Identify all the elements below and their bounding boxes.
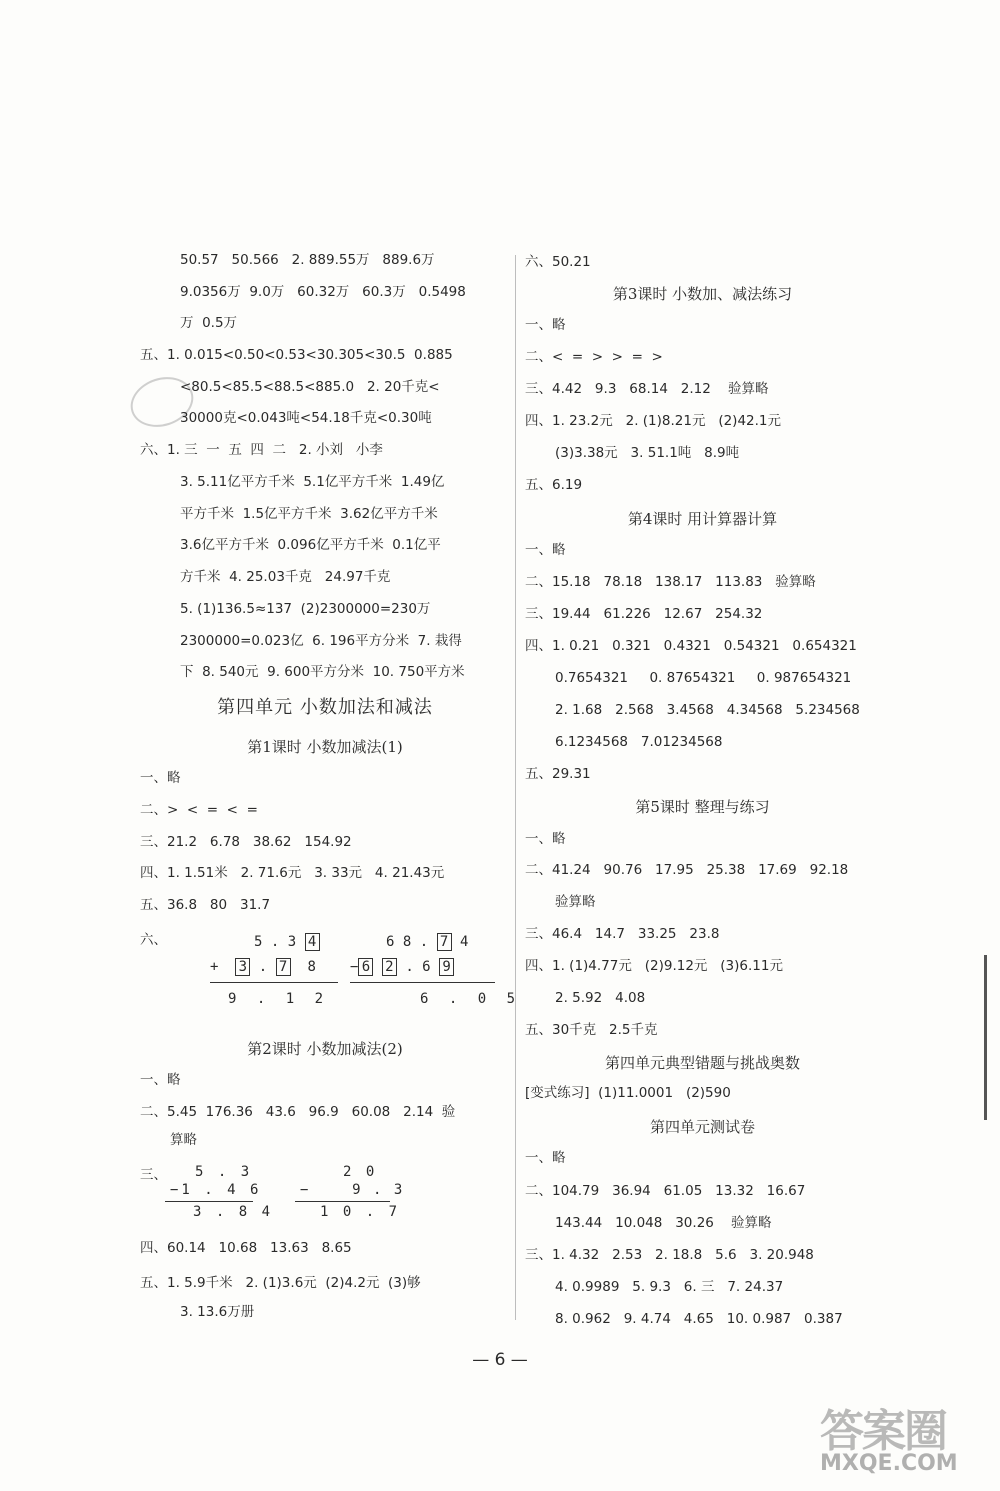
- answer-line: 六、: [140, 932, 167, 948]
- answer-box: 3: [235, 958, 250, 976]
- answer-line: 二、< = > > = >: [525, 349, 663, 365]
- answer-line: 2300000=0.023亿 6. 196平方分米 7. 栽得: [180, 633, 462, 649]
- answer-line: 万 0.5万: [180, 315, 238, 331]
- lesson-title: 第1课时 小数加减法(1): [247, 738, 403, 756]
- answer-line: 二、> < = < =: [140, 802, 258, 818]
- answer-line: <80.5<85.5<88.5<885.0 2. 20千克<: [180, 379, 440, 395]
- answer-line: 五、6.19: [525, 477, 583, 493]
- operand: . 6: [405, 959, 431, 975]
- answer-line: 一、略: [140, 770, 181, 786]
- answer-line: 三、46.4 14.7 33.25 23.8: [525, 926, 720, 942]
- operand: 4: [460, 934, 469, 950]
- answer-line: 五、29.31: [525, 766, 591, 782]
- decimal-point: .: [258, 959, 268, 975]
- answer-line: 四、1. (1)4.77元 (2)9.12元 (3)6.11元: [525, 958, 783, 974]
- section-title: 第四单元典型错题与挑战奥数: [604, 1054, 800, 1072]
- operand: 2 0: [343, 1164, 378, 1180]
- operand: 6 8 .: [386, 934, 429, 950]
- answer-line: 一、略: [140, 1072, 181, 1088]
- watermark-url: MXQE.COM: [820, 1451, 958, 1476]
- lesson-title: 第2课时 小数加减法(2): [247, 1040, 403, 1058]
- answer-line: 2. 1.68 2.568 3.4568 4.34568 5.234568: [555, 702, 860, 718]
- vertical-subtraction: [350, 932, 522, 1022]
- answer-line: 验算略: [555, 894, 596, 910]
- answer-line: 一、略: [525, 831, 566, 847]
- result: 1 0 . 7: [320, 1204, 401, 1220]
- answer-line: 3. 13.6万册: [180, 1304, 255, 1320]
- answer-line: 5. (1)136.5≈137 (2)2300000=230万: [180, 601, 431, 617]
- answer-line: [变式练习] (1)11.0001 (2)590: [525, 1085, 731, 1101]
- operand: −1 . 4 6: [170, 1182, 262, 1198]
- answer-line: 9.0356万 9.0万 60.32万 60.3万 0.5498: [180, 284, 466, 300]
- answer-line: 二、5.45 176.36 43.6 96.9 60.08 2.14 验: [140, 1104, 456, 1120]
- answer-line: 一、略: [525, 1150, 566, 1166]
- answer-line: 0.7654321 0. 87654321 0. 987654321: [555, 670, 852, 686]
- answer-line: 五、36.8 80 31.7: [140, 897, 271, 913]
- margin-mark: [984, 955, 987, 1120]
- answer-box: 9: [439, 958, 454, 976]
- answer-line: 方千米 4. 25.03千克 24.97千克: [180, 569, 391, 585]
- answer-line: 一、略: [525, 317, 566, 333]
- answer-line: 3. 5.11亿平方千米 5.1亿平方千米 1.49亿: [180, 474, 445, 490]
- sum-line: [210, 982, 338, 983]
- answer-line: 四、1. 23.2元 2. (1)8.21元 (2)42.1元: [525, 413, 782, 429]
- answer-line: 六、1. 三 一 五 四 二 2. 小刘 小李: [140, 442, 383, 458]
- section-title: 第四单元测试卷: [649, 1118, 755, 1136]
- answer-line: 二、104.79 36.94 61.05 13.32 16.67: [525, 1183, 806, 1199]
- answer-box: 7: [437, 933, 452, 951]
- answer-line: 算略: [170, 1132, 197, 1148]
- answer-line: 五、1. 5.9千米 2. (1)3.6元 (2)4.2元 (3)够: [140, 1275, 421, 1291]
- answer-line: 五、1. 0.015<0.50<0.53<30.305<30.5 0.885: [140, 347, 453, 363]
- answer-line: 下 8. 540元 9. 600平方分米 10. 750平方米: [180, 664, 465, 680]
- answer-line: 四、1. 0.21 0.321 0.4321 0.54321 0.654321: [525, 638, 857, 654]
- answer-line: 一、略: [525, 542, 566, 558]
- vertical-addition: [210, 932, 350, 1022]
- answer-line: 四、60.14 10.68 13.63 8.65: [140, 1240, 352, 1256]
- answer-line: 二、15.18 78.18 138.17 113.83 验算略: [525, 574, 816, 590]
- lesson-title: 第3课时 小数加、减法练习: [612, 285, 793, 303]
- answer-line: 五、30千克 2.5千克: [525, 1022, 658, 1038]
- answer-line: 30000克<0.043吨<54.18千克<0.30吨: [180, 410, 432, 426]
- answer-box: 4: [305, 933, 320, 951]
- answer-line: 三、4.42 9.3 68.14 2.12 验算略: [525, 381, 769, 397]
- watermark-logo: [820, 1395, 990, 1485]
- answer-line: (3)3.38元 3. 51.1吨 8.9吨: [555, 445, 740, 461]
- result: 6 . 0 5: [420, 991, 522, 1007]
- answer-line: 143.44 10.048 30.26 验算略: [555, 1215, 772, 1231]
- plus-sign: +: [210, 959, 219, 975]
- column-divider: [515, 255, 516, 1320]
- result: 3 . 8 4: [193, 1204, 274, 1220]
- answer-line: 三、21.2 6.78 38.62 154.92: [140, 834, 352, 850]
- answer-box: 2: [382, 958, 397, 976]
- page-number: — 6 —: [472, 1350, 528, 1370]
- answer-line: 三、1. 4.32 2.53 2. 18.8 5.6 3. 20.948: [525, 1247, 814, 1263]
- operand: 8: [307, 959, 316, 975]
- operand: − 9 . 3: [300, 1182, 405, 1198]
- watermark-text: 答案圈: [820, 1406, 946, 1457]
- answer-line: 三、: [140, 1167, 167, 1183]
- operand: 5 . 3: [254, 934, 297, 950]
- minus-sign: −: [350, 959, 359, 975]
- answer-line: 2. 5.92 4.08: [555, 990, 646, 1006]
- answer-box: 7: [276, 958, 291, 976]
- vertical-subtraction: [165, 1162, 274, 1226]
- answer-box: 6: [358, 958, 373, 976]
- difference-line: [350, 982, 495, 983]
- answer-line: 3.6亿平方千米 0.096亿平方千米 0.1亿平: [180, 537, 441, 553]
- vertical-subtraction: [295, 1162, 405, 1226]
- operand: 5 . 3: [195, 1164, 253, 1180]
- result: 9 . 1 2: [228, 991, 330, 1007]
- answer-line: 50.57 50.566 2. 889.55万 889.6万: [180, 252, 435, 268]
- answer-line: 二、41.24 90.76 17.95 25.38 17.69 92.18: [525, 862, 849, 878]
- lesson-title: 第4课时 用计算器计算: [627, 510, 778, 528]
- unit-title: 第四单元 小数加法和减法: [217, 697, 433, 718]
- lesson-title: 第5课时 整理与练习: [635, 798, 770, 816]
- answer-line: 三、19.44 61.226 12.67 254.32: [525, 606, 763, 622]
- answer-line: 平方千米 1.5亿平方千米 3.62亿平方千米: [180, 506, 438, 522]
- answer-line: 4. 0.9989 5. 9.3 6. 三 7. 24.37: [555, 1279, 784, 1295]
- answer-line: 四、1. 1.51米 2. 71.6元 3. 33元 4. 21.43元: [140, 865, 445, 881]
- answer-line: 6.1234568 7.01234568: [555, 734, 723, 750]
- answer-line: 六、50.21: [525, 254, 591, 270]
- answer-line: 8. 0.962 9. 4.74 4.65 10. 0.987 0.387: [555, 1311, 843, 1327]
